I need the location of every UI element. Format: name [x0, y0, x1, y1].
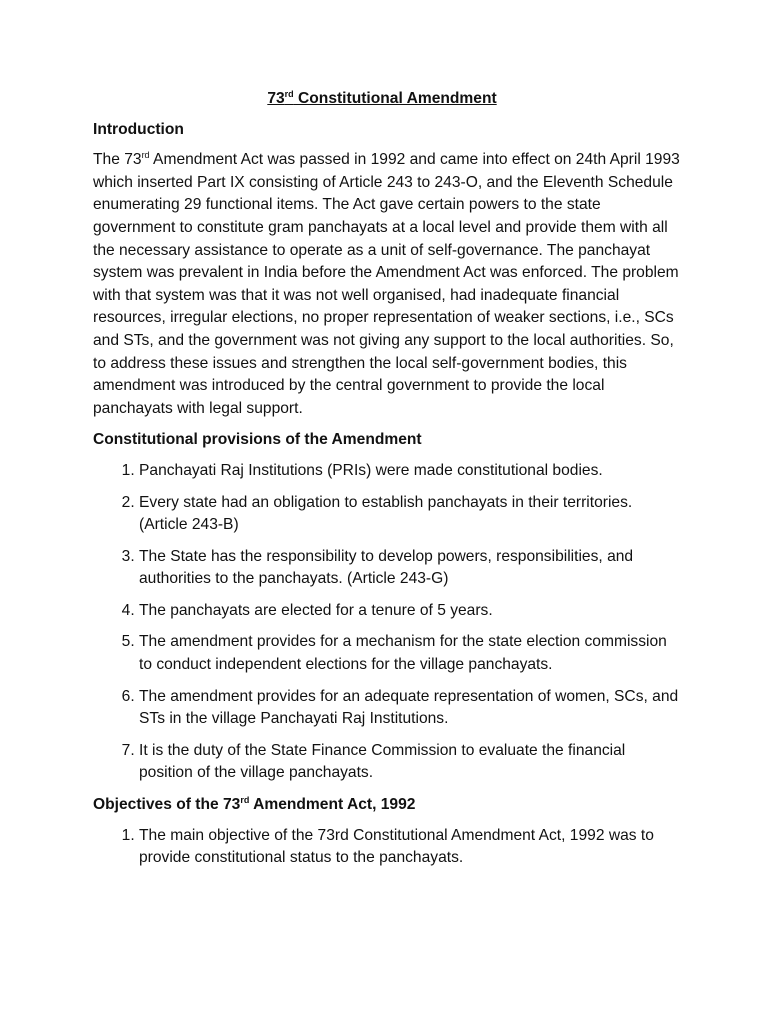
intro-prefix: The 73 [93, 151, 142, 169]
list-item: 4. The panchayats are elected for a tenure of 5 years. [139, 600, 683, 623]
list-item: 7. It is the duty of the State Finance Commission to evaluate the financial position of the village panchayats. [139, 740, 683, 785]
list-item: 2. Every state had an obligation to establish panchayats in their territories. (Article 243-B) [139, 492, 683, 537]
list-item: 1. Panchayati Raj Institutions (PRIs) were made constitutional bodies. [139, 460, 683, 483]
intro-body: Amendment Act was passed in 1992 and came into effect on 24th April 1993 which inserted Part IX consisting of Article 243 to 243-O, and the Eleventh Schedule enumerating 29 functional items. The Act gave certain powers to the state government to constitute gram panchayats at a local level and provide them with all the necessary assistance to operate as a unit of self-governance. The panchayat system was prevalent in India before the Amendment Act was enforced. The problem with that system was that it was not well organised, had inadequate financial resources, irregular elections, no proper representation of weaker sections, i.e., SCs and STs, and the government was not giving any support to the local authorities. So, to address these issues and strengthen the local self-government bodies, this amendment was introduced by the central government to provide the local panchayats with legal support. [93, 151, 680, 417]
intro-superscript: rd [141, 150, 150, 160]
introduction-paragraph [93, 149, 683, 420]
list-item: 3. The State has the responsibility to develop powers, responsibilities, and authorities to the panchayats. (Article 243-G) [139, 546, 683, 591]
objectives-heading-prefix: Objectives of the 73 [93, 796, 241, 814]
title-rest: Constitutional Amendment [293, 90, 497, 107]
document-page [93, 88, 683, 879]
list-item: 6. The amendment provides for an adequate representation of women, SCs, and STs in the village Panchayati Raj Institutions. [139, 686, 683, 731]
objectives-heading-superscript: rd [240, 794, 250, 805]
title-prefix: 73 [267, 90, 285, 107]
objectives-heading-rest: Amendment Act, 1992 [249, 796, 416, 814]
introduction-heading: Introduction [93, 120, 184, 138]
list-item: 5. The amendment provides for a mechanism for the state election commission to conduct independent elections for the village panchayats. [139, 631, 683, 676]
title-superscript: rd [284, 88, 294, 99]
objectives-list [93, 825, 683, 870]
provisions-list [93, 460, 683, 785]
document-title [93, 88, 683, 111]
objectives-heading [93, 794, 683, 817]
provisions-heading: Constitutional provisions of the Amendment [93, 431, 422, 449]
list-item: 1. The main objective of the 73rd Constitutional Amendment Act, 1992 was to provide constitutional status to the panchayats. [139, 825, 683, 870]
